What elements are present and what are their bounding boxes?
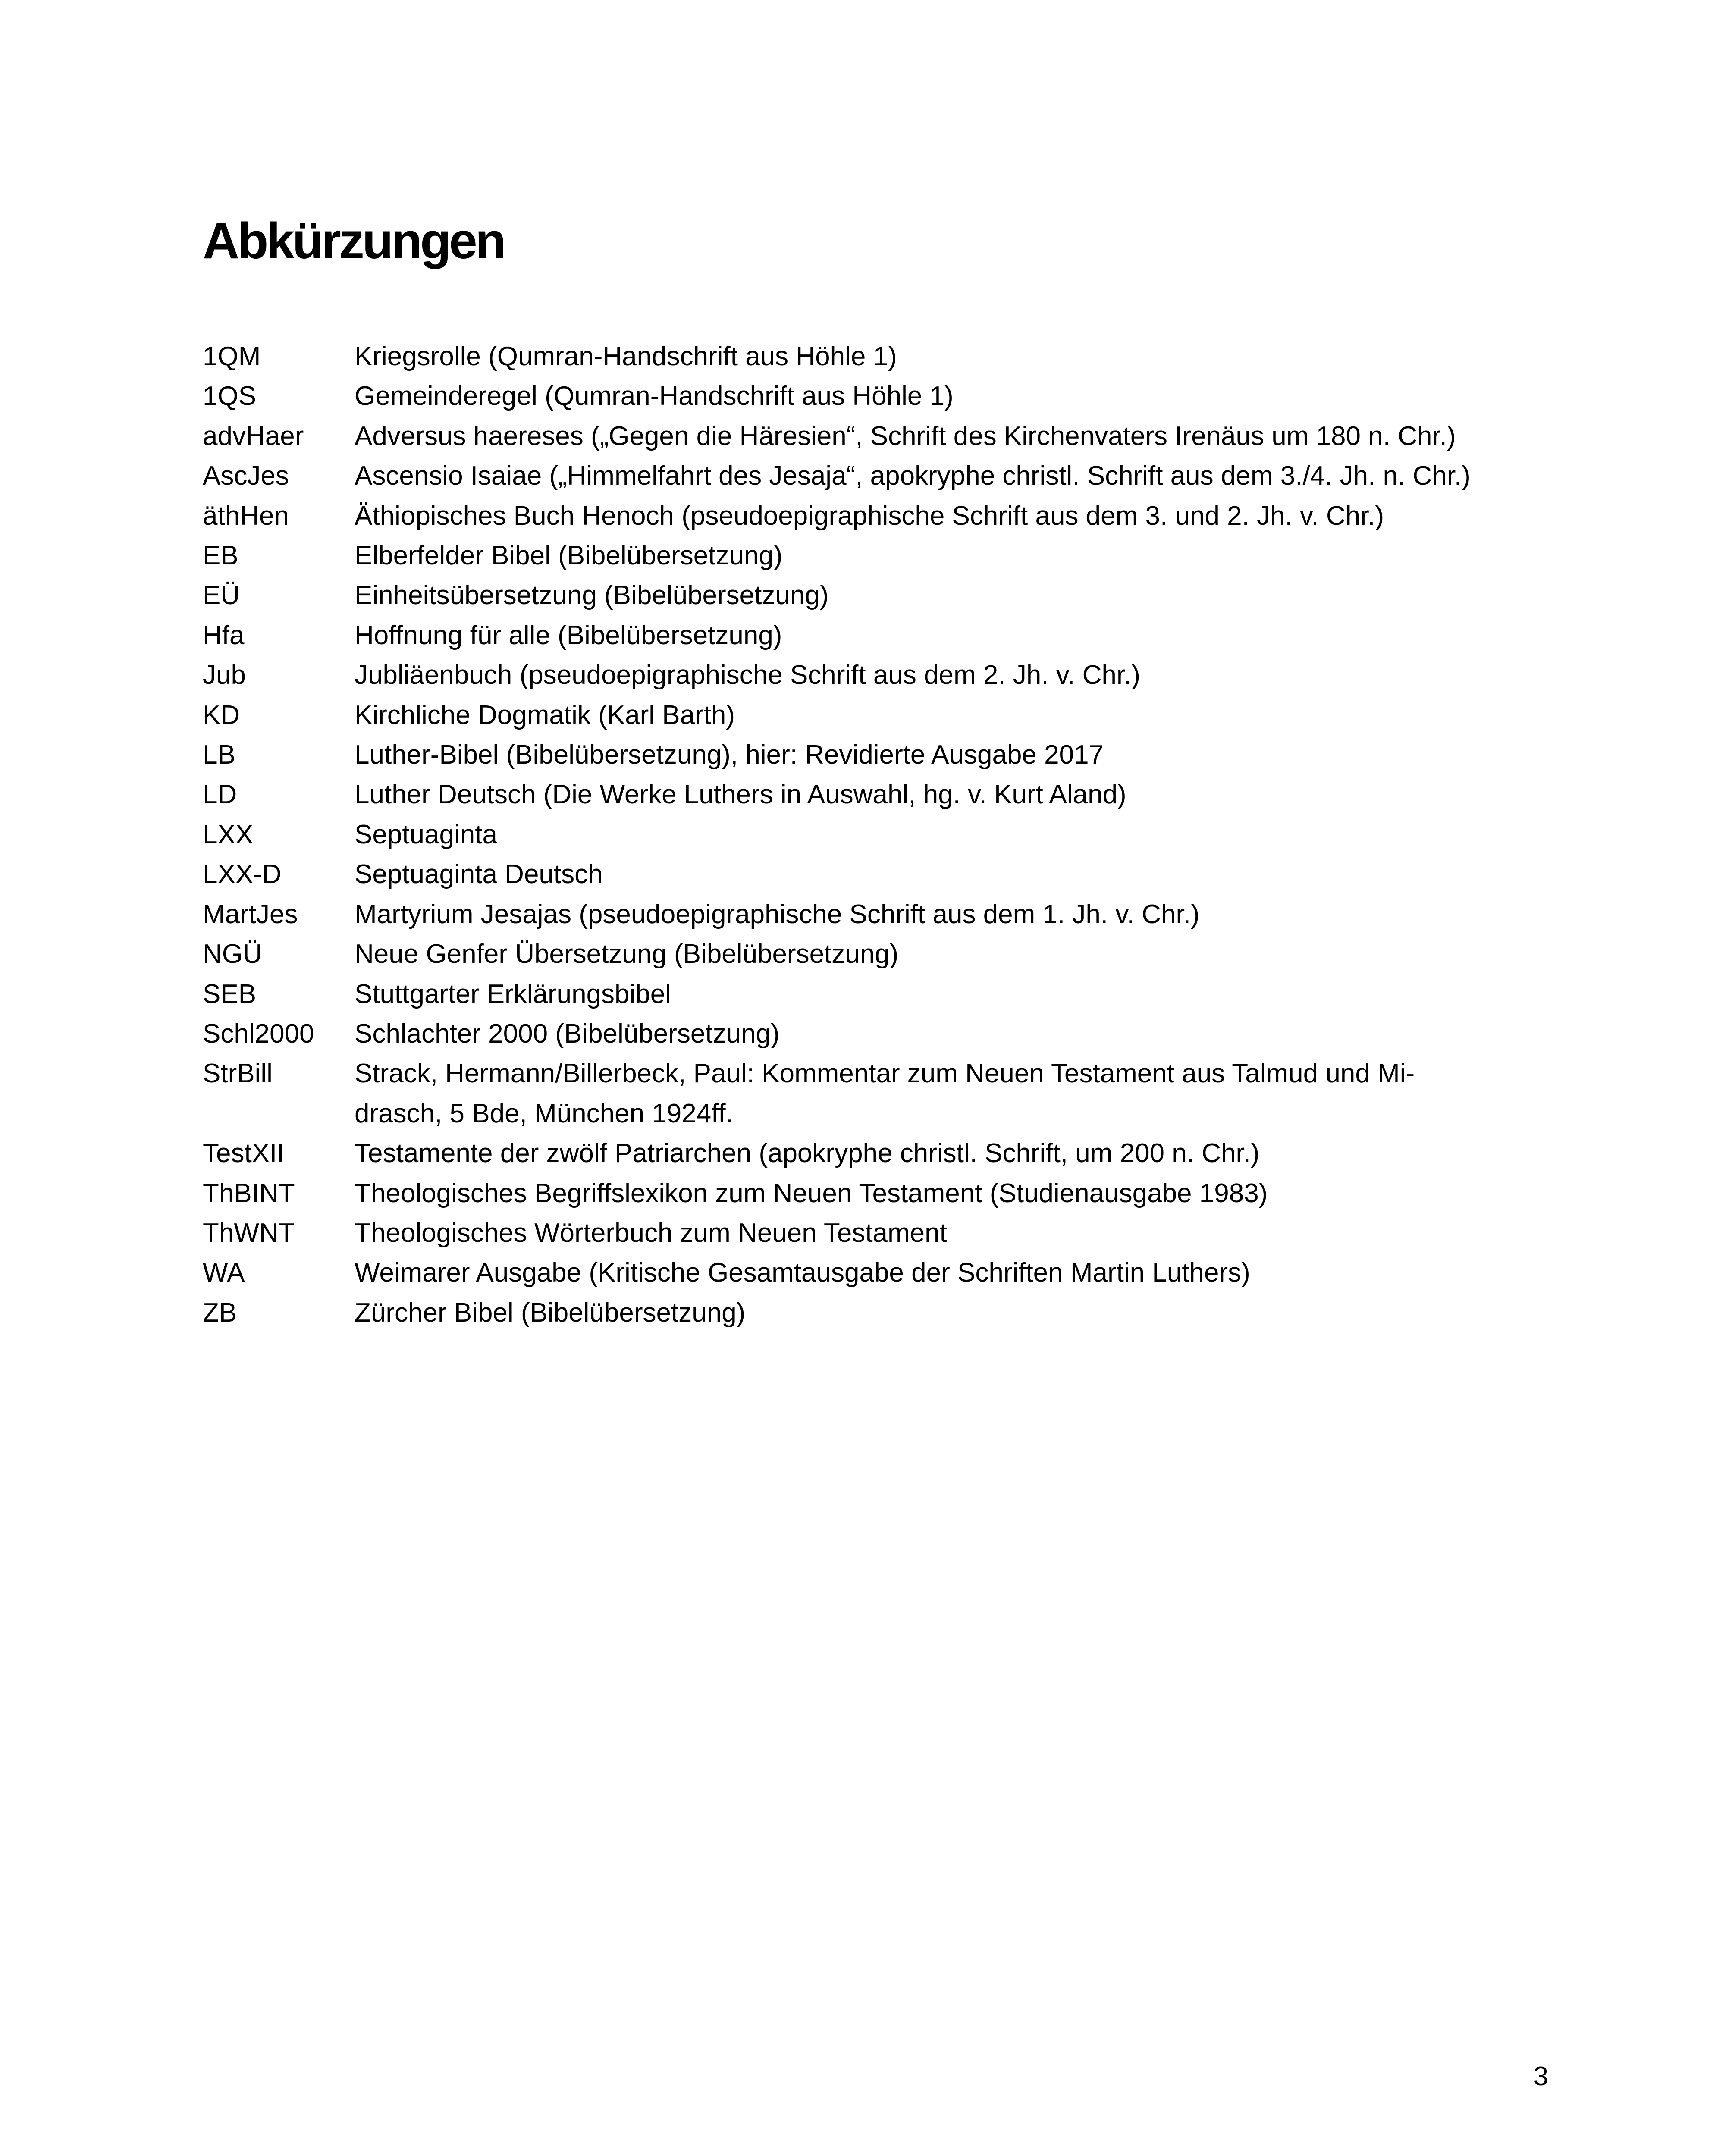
abbreviation-definition: Luther Deutsch (Die Werke Luthers in Auswahl, hg. v. Kurt Aland) — [355, 780, 1126, 810]
abbreviation-term: SEB — [203, 979, 257, 1009]
abbreviation-entry — [203, 1054, 1557, 1134]
abbreviation-entry — [203, 616, 1557, 655]
abbreviation-definition: Weimarer Ausgabe (Kritische Gesamtausgabe der Schriften Martin Luthers) — [355, 1258, 1250, 1288]
abbreviation-entry — [203, 536, 1557, 576]
abbreviation-entry — [203, 696, 1557, 735]
page-number: 3 — [1533, 2062, 1548, 2091]
abbreviation-term: NGÜ — [203, 939, 262, 969]
abbreviation-definition: Kirchliche Dogmatik (Karl Barth) — [355, 700, 735, 730]
abbreviation-term: LXX-D — [203, 859, 282, 890]
page-title: Abkürzungen — [203, 213, 504, 270]
abbreviation-term: LD — [203, 780, 237, 810]
abbreviation-definition: Gemeinderegel (Qumran-Handschrift aus Höhle 1) — [355, 381, 954, 411]
abbreviation-term: TestXII — [203, 1138, 285, 1169]
abbreviation-entry — [203, 1253, 1557, 1293]
abbreviation-term: Hfa — [203, 620, 245, 650]
abbreviation-definition: Hoffnung für alle (Bibelübersetzung) — [355, 620, 782, 650]
abbreviation-term: AscJes — [203, 461, 289, 491]
abbreviation-definition: Theologisches Begriffslexikon zum Neuen Testament (Studienausgabe 1983) — [355, 1178, 1268, 1208]
abbreviation-term: WA — [203, 1258, 245, 1288]
abbreviation-entry — [203, 1293, 1557, 1333]
abbreviation-term: MartJes — [203, 899, 298, 929]
abbreviation-entry — [203, 417, 1557, 456]
abbreviation-entry — [203, 1014, 1557, 1054]
abbreviation-entry — [203, 815, 1557, 855]
abbreviation-definition: Luther-Bibel (Bibelübersetzung), hier: Revidierte Ausgabe 2017 — [355, 740, 1104, 770]
abbreviation-definition: Septuaginta Deutsch — [355, 859, 603, 890]
abbreviation-term: Schl2000 — [203, 1018, 314, 1049]
abbreviation-entry — [203, 895, 1557, 934]
abbreviation-definition: Neue Genfer Übersetzung (Bibelübersetzung) — [355, 939, 899, 969]
abbreviation-definition: Einheitsübersetzung (Bibelübersetzung) — [355, 580, 829, 611]
abbreviation-term: 1QS — [203, 381, 257, 411]
abbreviation-definition: Ascensio Isaiae („Himmelfahrt des Jesaja“, apokryphe christl. Schrift aus dem 3./4. Jh. n. Chr.) — [355, 461, 1471, 491]
abbreviation-definition: Elberfelder Bibel (Bibelübersetzung) — [355, 541, 783, 571]
abbreviation-definition: Testamente der zwölf Patriarchen (apokryphe christl. Schrift, um 200 n. Chr.) — [355, 1138, 1260, 1169]
abbreviation-definition: Septuaginta — [355, 819, 497, 849]
abbreviation-definition: Martyrium Jesajas (pseudoepigraphische Schrift aus dem 1. Jh. v. Chr.) — [355, 899, 1200, 929]
abbreviation-definition: Schlachter 2000 (Bibelübersetzung) — [355, 1018, 780, 1049]
abbreviation-term: Jub — [203, 660, 246, 690]
abbreviation-term: LXX — [203, 819, 254, 849]
abbreviation-entry — [203, 1134, 1557, 1173]
abbreviation-definition: Adversus haereses („Gegen die Häresien“, Schrift des Kirchenvaters Irenäus um 180 n. Chr.) — [355, 421, 1456, 451]
abbreviation-definition: Jubliäenbuch (pseudoepigraphische Schrift aus dem 2. Jh. v. Chr.) — [355, 660, 1140, 690]
abbreviation-entry — [203, 775, 1557, 815]
abbreviation-entry — [203, 456, 1557, 496]
abbreviation-entry — [203, 934, 1557, 974]
abbreviation-term: EB — [203, 541, 238, 571]
abbreviation-term: KD — [203, 700, 240, 730]
abbreviation-term: 1QM — [203, 342, 261, 371]
abbreviation-term: StrBill — [203, 1059, 273, 1089]
abbreviation-term: äthHen — [203, 501, 289, 531]
abbreviation-entry — [203, 376, 1557, 416]
abbreviation-term: LB — [203, 740, 235, 770]
abbreviation-definition: Kriegsrolle (Qumran-Handschrift aus Höhle 1) — [355, 342, 897, 371]
abbreviation-entry — [203, 1213, 1557, 1253]
abbreviation-entry — [203, 655, 1557, 695]
abbreviation-entry — [203, 337, 1557, 376]
abbreviation-entry — [203, 855, 1557, 894]
abbreviation-term: EÜ — [203, 580, 240, 611]
abbreviation-definition: Zürcher Bibel (Bibelübersetzung) — [355, 1297, 746, 1328]
abbreviation-definition: Strack, Hermann/Billerbeck, Paul: Kommentar zum Neuen Testament aus Talmud und Mi- drasch, 5 Bde, München 1924ff. — [355, 1059, 1415, 1128]
abbreviation-definition: Stuttgarter Erklärungsbibel — [355, 979, 671, 1009]
abbreviation-list — [203, 337, 1557, 1333]
abbreviation-term: ThBINT — [203, 1178, 295, 1208]
abbreviation-definition: Theologisches Wörterbuch zum Neuen Testament — [355, 1218, 947, 1248]
abbreviation-entry — [203, 576, 1557, 615]
abbreviation-entry — [203, 735, 1557, 775]
abbreviation-term: advHaer — [203, 421, 304, 451]
abbreviation-term: ZB — [203, 1297, 237, 1328]
abbreviation-definition: Äthiopisches Buch Henoch (pseudoepigraphische Schrift aus dem 3. und 2. Jh. v. Chr.) — [355, 501, 1384, 531]
abbreviation-term: ThWNT — [203, 1218, 295, 1248]
abbreviation-entry — [203, 1174, 1557, 1213]
abbreviation-entry — [203, 496, 1557, 536]
abbreviation-entry — [203, 975, 1557, 1014]
